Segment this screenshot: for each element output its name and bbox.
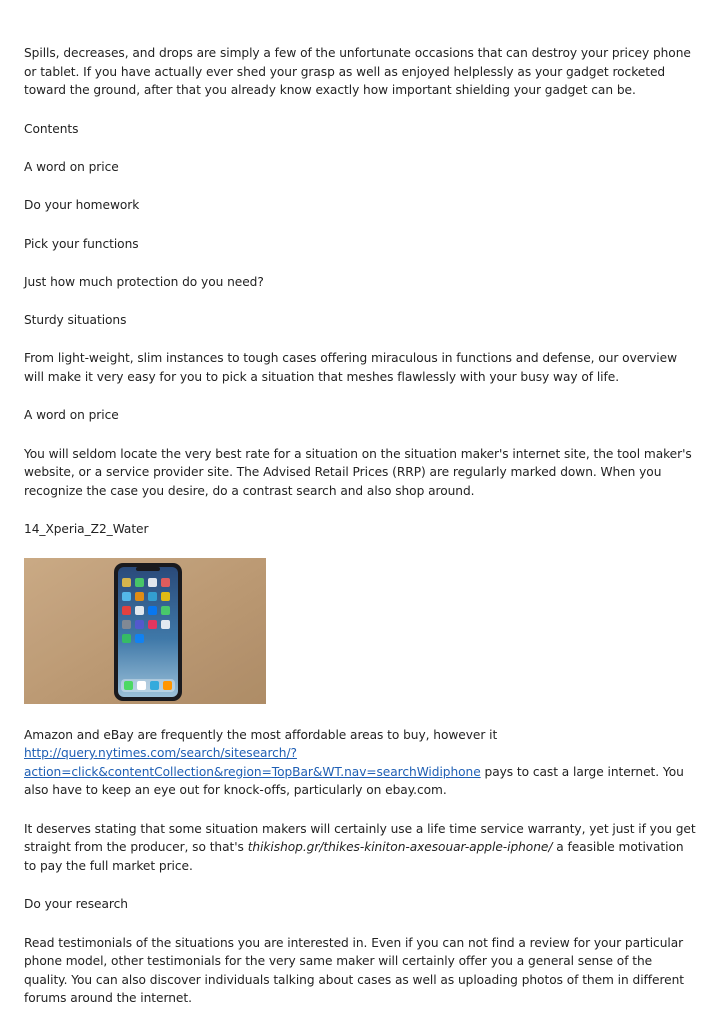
toc-item-homework: Do your homework [24,198,140,213]
research-heading: Do your research [24,897,128,912]
thikishop-url-text: thikishop.gr/thikes-kiniton-axesouar-apple-iphone/ [247,840,553,855]
nytimes-search-link[interactable]: http://query.nytimes.com/search/sitesearch/?action=click&contentCollection&region=TopBar&WT.nav=searchWidiphone [24,746,481,779]
toc-item-sturdy: Sturdy situations [24,313,127,328]
research-paragraph: Read testimonials of the situations you are interested in. Even if you can not find a review for your particular phone model, other testimonials for the very same maker will certainly offer you a general sense of the quality. You can also discover individuals talking about cases as well as uploading photos of them in different forums around the internet. [24,935,685,1006]
phone-photo [24,558,266,704]
intro-paragraph: Spills, decreases, and drops are simply a few of the unfortunate occasions that can destroy your pricey phone or tablet. If you have actually ever shed your grasp as well as enjoyed helplessly as your gadget rocketed toward the ground, after that you already know exactly how important shielding your gadget can be. [24,46,691,98]
amazon-text-after: pays to cast a large internet. You also have to keep an eye out for knock-offs, particularly on ebay.com. [24,764,684,798]
warranty-paragraph [24,820,698,876]
amazon-paragraph [24,726,698,800]
toc-item-price: A word on price [24,160,119,175]
overview-paragraph: From light-weight, slim instances to tough cases offering miraculous in functions and defense, our overview will make it very easy for you to pick a situation that meshes flawlessly with your busy way of life. [24,351,678,385]
toc-item-functions: Pick your functions [24,236,139,251]
toc-item-protection: Just how much protection do you need? [24,274,264,289]
contents-heading: Contents [24,121,79,136]
warranty-text-before: It deserves stating that some situation makers will certainly use a life time service warranty, yet just if you get straight from the producer, so that's [24,821,696,855]
image-caption: 14_Xperia_Z2_Water [24,522,149,537]
warranty-text-after: a feasible motivation to pay the full market price. [24,840,684,873]
price-paragraph: You will seldom locate the very best rate for a situation on the situation maker's internet site, the tool maker's website, or a service provider site. The Advised Retail Prices (RRP) are regularly marked down. When you recognize the case you desire, do a contrast search and also shop around. [24,446,692,498]
price-heading: A word on price [24,408,119,423]
amazon-text-before: Amazon and eBay are frequently the most affordable areas to buy, however it [24,727,498,742]
